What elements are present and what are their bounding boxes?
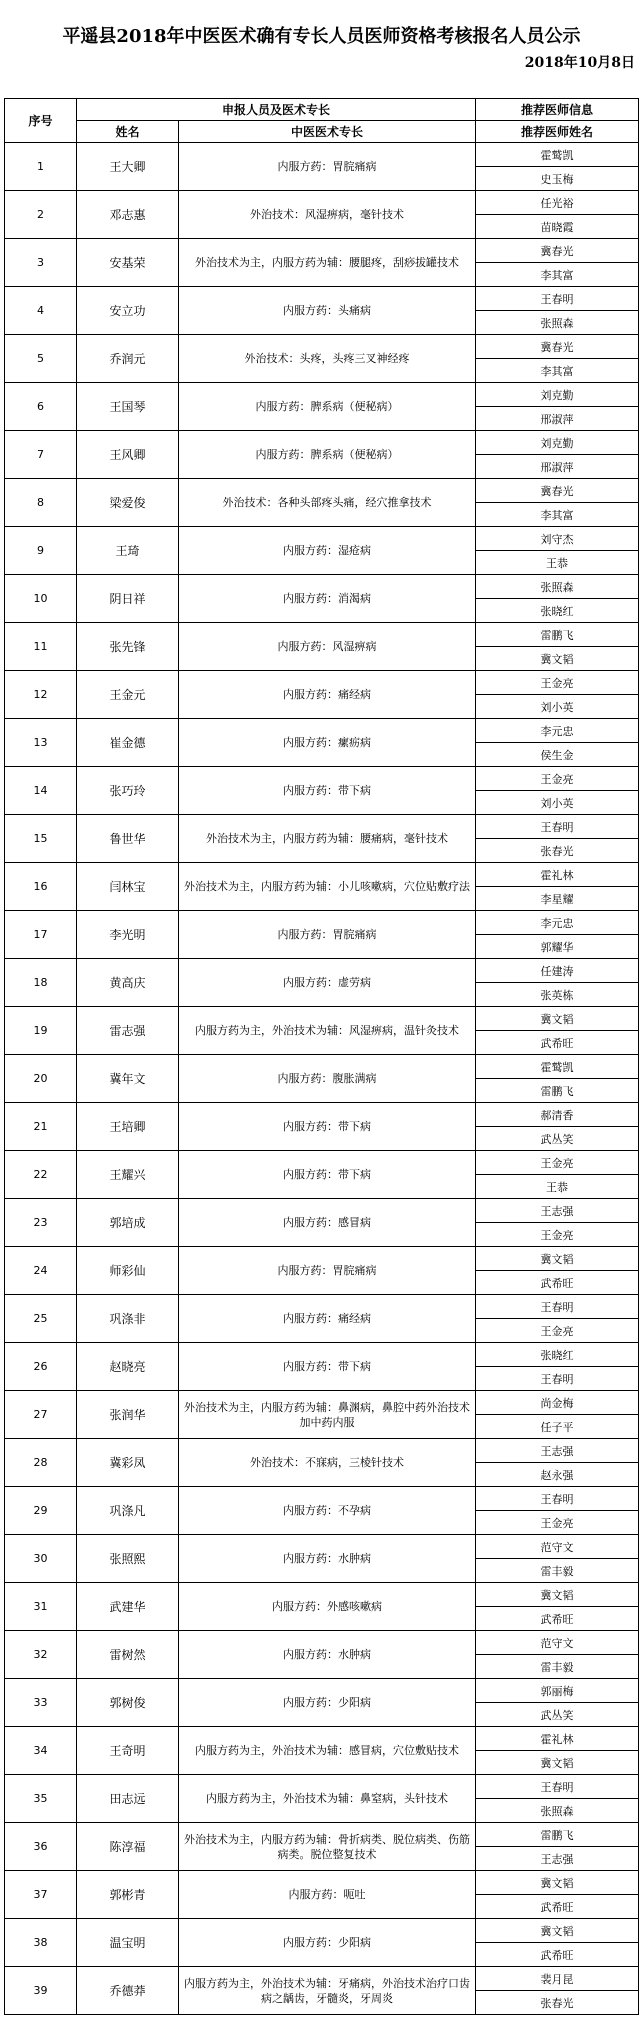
table-row <box>5 1247 639 1271</box>
recommender-doctor: 邢淑萍 <box>476 407 639 431</box>
row-seq: 36 <box>5 1823 77 1871</box>
applicant-name: 阴日祥 <box>77 575 179 623</box>
table-body <box>5 143 639 2015</box>
row-seq: 34 <box>5 1727 77 1775</box>
applicant-name: 邓志惠 <box>77 191 179 239</box>
recommender-doctor: 刘小英 <box>476 695 639 719</box>
page-title: 平遥县2018年中医医术确有专长人员医师资格考核报名人员公示 <box>62 26 581 47</box>
applicant-specialty: 内服方药：腹胀满病 <box>179 1055 476 1103</box>
row-seq: 38 <box>5 1919 77 1967</box>
table-row <box>5 1823 639 1847</box>
recommender-doctor: 武希旺 <box>476 1031 639 1055</box>
recommender-doctor: 李元忠 <box>476 719 639 743</box>
row-seq: 2 <box>5 191 77 239</box>
table-row <box>5 1727 639 1751</box>
row-seq: 22 <box>5 1151 77 1199</box>
applicant-specialty: 内服方药为主，外治技术为辅：感冒病，穴位敷贴技术 <box>179 1727 476 1775</box>
recommender-doctor: 李其富 <box>476 263 639 287</box>
applicant-name: 闫林宝 <box>77 863 179 911</box>
applicant-name: 梁爱俊 <box>77 479 179 527</box>
applicant-name: 赵晓亮 <box>77 1343 179 1391</box>
row-seq: 26 <box>5 1343 77 1391</box>
row-seq: 1 <box>5 143 77 191</box>
recommender-doctor: 裴月昆 <box>476 1967 639 1991</box>
recommender-doctor: 刘克勤 <box>476 383 639 407</box>
table-row <box>5 1055 639 1079</box>
applicant-specialty: 内服方药：头痛病 <box>179 287 476 335</box>
applicant-specialty: 内服方药：少阳病 <box>179 1679 476 1727</box>
row-seq: 24 <box>5 1247 77 1295</box>
row-seq: 39 <box>5 1967 77 2015</box>
recommender-doctor: 王春明 <box>476 287 639 311</box>
table-row <box>5 959 639 983</box>
table-row <box>5 143 639 167</box>
applicant-name: 王奇明 <box>77 1727 179 1775</box>
recommender-doctor: 霍礼林 <box>476 863 639 887</box>
recommender-doctor: 霍鹫凯 <box>476 1055 639 1079</box>
row-seq: 15 <box>5 815 77 863</box>
applicant-name: 郭彬青 <box>77 1871 179 1919</box>
applicant-name: 安立功 <box>77 287 179 335</box>
applicant-name: 安基荣 <box>77 239 179 287</box>
table-row <box>5 1679 639 1703</box>
applicant-specialty: 内服方药：少阳病 <box>179 1919 476 1967</box>
table-row <box>5 1343 639 1367</box>
applicant-name: 李光明 <box>77 911 179 959</box>
header-recommender-name: 推荐医师姓名 <box>476 121 639 143</box>
recommender-doctor: 冀春光 <box>476 335 639 359</box>
recommender-doctor: 史玉梅 <box>476 167 639 191</box>
recommender-doctor: 王春明 <box>476 1487 639 1511</box>
applicant-name: 温宝明 <box>77 1919 179 1967</box>
applicant-specialty: 内服方药：瘰疬病 <box>179 719 476 767</box>
row-seq: 25 <box>5 1295 77 1343</box>
table-row <box>5 431 639 455</box>
table-row <box>5 1535 639 1559</box>
table-row <box>5 1103 639 1127</box>
recommender-doctor: 郝清香 <box>476 1103 639 1127</box>
applicant-specialty: 外治技术为主，内服方药为辅：鼻渊病，鼻腔中药外治技术加中药内服 <box>179 1391 476 1439</box>
applicant-specialty: 外治技术为主，内服方药为辅：腰痛病，毫针技术 <box>179 815 476 863</box>
applicant-specialty: 内服方药：痛经病 <box>179 1295 476 1343</box>
recommender-doctor: 任建涛 <box>476 959 639 983</box>
row-seq: 33 <box>5 1679 77 1727</box>
header-name: 姓名 <box>77 121 179 143</box>
recommender-doctor: 李星耀 <box>476 887 639 911</box>
recommender-doctor: 霍礼林 <box>476 1727 639 1751</box>
recommender-doctor: 冀文韬 <box>476 1751 639 1775</box>
row-seq: 12 <box>5 671 77 719</box>
table-row <box>5 1583 639 1607</box>
table-row <box>5 911 639 935</box>
recommender-doctor: 张晓红 <box>476 599 639 623</box>
table-row <box>5 1919 639 1943</box>
table-row <box>5 1967 639 1991</box>
recommender-doctor: 雷鹏飞 <box>476 1823 639 1847</box>
table-row <box>5 767 639 791</box>
row-seq: 37 <box>5 1871 77 1919</box>
row-seq: 18 <box>5 959 77 1007</box>
recommender-doctor: 王春明 <box>476 1295 639 1319</box>
recommender-doctor: 张英栋 <box>476 983 639 1007</box>
applicant-specialty: 内服方药：脾系病（便秘病） <box>179 383 476 431</box>
table-row <box>5 287 639 311</box>
recommender-doctor: 苗晓霞 <box>476 215 639 239</box>
applicant-name: 乔润元 <box>77 335 179 383</box>
row-seq: 5 <box>5 335 77 383</box>
row-seq: 4 <box>5 287 77 335</box>
applicant-specialty: 内服方药：不孕病 <box>179 1487 476 1535</box>
recommender-doctor: 王金亮 <box>476 1151 639 1175</box>
applicant-specialty: 内服方药：带下病 <box>179 1151 476 1199</box>
recommender-doctor: 刘守杰 <box>476 527 639 551</box>
applicant-name: 张巧玲 <box>77 767 179 815</box>
applicant-specialty: 内服方药：消渴病 <box>179 575 476 623</box>
row-seq: 10 <box>5 575 77 623</box>
recommender-doctor: 王金亮 <box>476 1511 639 1535</box>
row-seq: 31 <box>5 1583 77 1631</box>
applicant-name: 田志远 <box>77 1775 179 1823</box>
recommender-doctor: 冀春光 <box>476 239 639 263</box>
applicant-name: 乔德莽 <box>77 1967 179 2015</box>
recommender-doctor: 王志强 <box>476 1439 639 1463</box>
applicant-name: 巩涤非 <box>77 1295 179 1343</box>
recommender-doctor: 赵永强 <box>476 1463 639 1487</box>
applicant-name: 王耀兴 <box>77 1151 179 1199</box>
recommender-doctor: 李其富 <box>476 503 639 527</box>
recommender-doctor: 尚金梅 <box>476 1391 639 1415</box>
applicant-name: 雷树然 <box>77 1631 179 1679</box>
recommender-doctor: 雷鹏飞 <box>476 1079 639 1103</box>
row-seq: 28 <box>5 1439 77 1487</box>
row-seq: 27 <box>5 1391 77 1439</box>
table-row <box>5 863 639 887</box>
header-specialty: 中医医术专长 <box>179 121 476 143</box>
applicant-name: 张先锋 <box>77 623 179 671</box>
recommender-doctor: 雷丰毅 <box>476 1655 639 1679</box>
recommender-doctor: 王金亮 <box>476 767 639 791</box>
row-seq: 11 <box>5 623 77 671</box>
row-seq: 30 <box>5 1535 77 1583</box>
recommender-doctor: 张春光 <box>476 1991 639 2015</box>
recommender-doctor: 范守文 <box>476 1535 639 1559</box>
table-row <box>5 575 639 599</box>
table-row <box>5 383 639 407</box>
table-row <box>5 1199 639 1223</box>
applicant-specialty: 外治技术为主，内服方药为辅：腰腿疼，刮痧拔罐技术 <box>179 239 476 287</box>
row-seq: 17 <box>5 911 77 959</box>
header-recommender-group: 推荐医师信息 <box>476 99 639 121</box>
row-seq: 16 <box>5 863 77 911</box>
applicant-specialty: 内服方药：水肿病 <box>179 1535 476 1583</box>
applicant-name: 崔金德 <box>77 719 179 767</box>
row-seq: 20 <box>5 1055 77 1103</box>
applicant-name: 武建华 <box>77 1583 179 1631</box>
table-row <box>5 1487 639 1511</box>
applicant-name: 师彩仙 <box>77 1247 179 1295</box>
applicant-name: 张照熙 <box>77 1535 179 1583</box>
recommender-doctor: 王金亮 <box>476 671 639 695</box>
table-row <box>5 335 639 359</box>
applicant-name: 张润华 <box>77 1391 179 1439</box>
recommender-doctor: 郭丽梅 <box>476 1679 639 1703</box>
recommender-doctor: 武丛笑 <box>476 1127 639 1151</box>
recommender-doctor: 郭耀华 <box>476 935 639 959</box>
recommender-doctor: 武丛笑 <box>476 1703 639 1727</box>
applicant-specialty: 内服方药：风湿痹病 <box>179 623 476 671</box>
recommender-doctor: 王春明 <box>476 815 639 839</box>
recommender-doctor: 张照森 <box>476 1799 639 1823</box>
table-row <box>5 671 639 695</box>
applicant-specialty: 内服方药：脾系病（便秘病） <box>179 431 476 479</box>
publish-date: 2018年10月8日 <box>524 55 635 71</box>
recommender-doctor: 王志强 <box>476 1847 639 1871</box>
applicant-specialty: 内服方药：带下病 <box>179 1343 476 1391</box>
recommender-doctor: 邢淑萍 <box>476 455 639 479</box>
recommender-doctor: 武希旺 <box>476 1271 639 1295</box>
recommender-doctor: 王春明 <box>476 1367 639 1391</box>
applicant-specialty: 内服方药：湿疮病 <box>179 527 476 575</box>
applicant-specialty: 内服方药：胃脘痛病 <box>179 911 476 959</box>
row-seq: 9 <box>5 527 77 575</box>
applicant-specialty: 内服方药：带下病 <box>179 1103 476 1151</box>
applicant-specialty: 内服方药：感冒病 <box>179 1199 476 1247</box>
header-seq: 序号 <box>5 99 77 143</box>
table-row <box>5 1775 639 1799</box>
recommender-doctor: 冀文韬 <box>476 647 639 671</box>
recommender-doctor: 雷鹏飞 <box>476 623 639 647</box>
table-row <box>5 191 639 215</box>
row-seq: 32 <box>5 1631 77 1679</box>
applicant-name: 雷志强 <box>77 1007 179 1055</box>
applicant-name: 冀彩凤 <box>77 1439 179 1487</box>
applicant-specialty: 内服方药为主，外治技术为辅：风湿痹病，温针灸技术 <box>179 1007 476 1055</box>
applicant-specialty: 外治技术：不寐病，三棱针技术 <box>179 1439 476 1487</box>
applicant-name: 郭培成 <box>77 1199 179 1247</box>
applicant-specialty: 外治技术：各种头部疼头痛，经穴推拿技术 <box>179 479 476 527</box>
applicant-name: 王国琴 <box>77 383 179 431</box>
applicant-specialty: 内服方药：胃脘痛病 <box>179 143 476 191</box>
applicant-specialty: 外治技术为主，内服方药为辅：骨折病类、脱位病类、伤筋病类。脱位整复技术 <box>179 1823 476 1871</box>
applicant-specialty: 内服方药：水肿病 <box>179 1631 476 1679</box>
recommender-doctor: 冀文韬 <box>476 1871 639 1895</box>
row-seq: 3 <box>5 239 77 287</box>
applicant-specialty: 内服方药：胃脘痛病 <box>179 1247 476 1295</box>
applicant-specialty: 内服方药：呃吐 <box>179 1871 476 1919</box>
row-seq: 13 <box>5 719 77 767</box>
table-row <box>5 1007 639 1031</box>
applicant-specialty: 内服方药为主，外治技术为辅：牙痛病，外治技术治疗口齿病之龋齿，牙髓炎，牙周炎 <box>179 1967 476 2015</box>
row-seq: 8 <box>5 479 77 527</box>
table-row <box>5 1151 639 1175</box>
recommender-doctor: 王恭 <box>476 1175 639 1199</box>
recommender-doctor: 侯生金 <box>476 743 639 767</box>
recommender-doctor: 冀春光 <box>476 479 639 503</box>
applicant-name: 黄高庆 <box>77 959 179 1007</box>
recommender-doctor: 王金亮 <box>476 1223 639 1247</box>
recommender-doctor: 王恭 <box>476 551 639 575</box>
recommender-doctor: 霍鹫凯 <box>476 143 639 167</box>
table-row <box>5 1631 639 1655</box>
recommender-doctor: 李其富 <box>476 359 639 383</box>
applicant-specialty: 外治技术：风湿痹病，毫针技术 <box>179 191 476 239</box>
table-row <box>5 239 639 263</box>
applicant-name: 鲁世华 <box>77 815 179 863</box>
recommender-doctor: 王金亮 <box>476 1319 639 1343</box>
applicant-name: 王琦 <box>77 527 179 575</box>
row-seq: 35 <box>5 1775 77 1823</box>
row-seq: 14 <box>5 767 77 815</box>
applicant-specialty: 内服方药为主，外治技术为辅：鼻窒病，头针技术 <box>179 1775 476 1823</box>
recommender-doctor: 冀文韬 <box>476 1007 639 1031</box>
recommender-doctor: 任光裕 <box>476 191 639 215</box>
recommender-doctor: 王春明 <box>476 1775 639 1799</box>
recommender-doctor: 张晓红 <box>476 1343 639 1367</box>
applicant-name: 巩涤凡 <box>77 1487 179 1535</box>
applicant-name: 冀年文 <box>77 1055 179 1103</box>
row-seq: 7 <box>5 431 77 479</box>
table-row <box>5 719 639 743</box>
table-row <box>5 527 639 551</box>
recommender-doctor: 范守文 <box>476 1631 639 1655</box>
applicant-specialty: 内服方药：虚劳病 <box>179 959 476 1007</box>
recommender-doctor: 张照森 <box>476 311 639 335</box>
table-row <box>5 479 639 503</box>
table-row <box>5 623 639 647</box>
applicant-table <box>4 98 639 2015</box>
row-seq: 19 <box>5 1007 77 1055</box>
applicant-specialty: 外治技术：头疼，头疼三叉神经疼 <box>179 335 476 383</box>
table-row <box>5 1439 639 1463</box>
applicant-name: 陈淳福 <box>77 1823 179 1871</box>
applicant-name: 王金元 <box>77 671 179 719</box>
recommender-doctor: 冀文韬 <box>476 1919 639 1943</box>
applicant-name: 郭树俊 <box>77 1679 179 1727</box>
table-row <box>5 1871 639 1895</box>
recommender-doctor: 武希旺 <box>476 1607 639 1631</box>
recommender-doctor: 冀文韬 <box>476 1583 639 1607</box>
row-seq: 21 <box>5 1103 77 1151</box>
applicant-specialty: 内服方药：痛经病 <box>179 671 476 719</box>
header-applicant-group: 申报人员及医术专长 <box>77 99 476 121</box>
applicant-specialty: 内服方药：外感咳嗽病 <box>179 1583 476 1631</box>
row-seq: 29 <box>5 1487 77 1535</box>
table-row <box>5 1295 639 1319</box>
applicant-name: 王培卿 <box>77 1103 179 1151</box>
recommender-doctor: 刘克勤 <box>476 431 639 455</box>
recommender-doctor: 雷丰毅 <box>476 1559 639 1583</box>
applicant-name: 王大卿 <box>77 143 179 191</box>
recommender-doctor: 王志强 <box>476 1199 639 1223</box>
recommender-doctor: 张照森 <box>476 575 639 599</box>
recommender-doctor: 任子平 <box>476 1415 639 1439</box>
applicant-name: 王风卿 <box>77 431 179 479</box>
recommender-doctor: 武希旺 <box>476 1895 639 1919</box>
recommender-doctor: 武希旺 <box>476 1943 639 1967</box>
recommender-doctor: 冀文韬 <box>476 1247 639 1271</box>
applicant-specialty: 外治技术为主，内服方药为辅：小儿咳嗽病，穴位贴敷疗法 <box>179 863 476 911</box>
table-row <box>5 815 639 839</box>
recommender-doctor: 李元忠 <box>476 911 639 935</box>
table-row <box>5 1391 639 1415</box>
row-seq: 23 <box>5 1199 77 1247</box>
row-seq: 6 <box>5 383 77 431</box>
recommender-doctor: 张春光 <box>476 839 639 863</box>
applicant-specialty: 内服方药：带下病 <box>179 767 476 815</box>
recommender-doctor: 刘小英 <box>476 791 639 815</box>
